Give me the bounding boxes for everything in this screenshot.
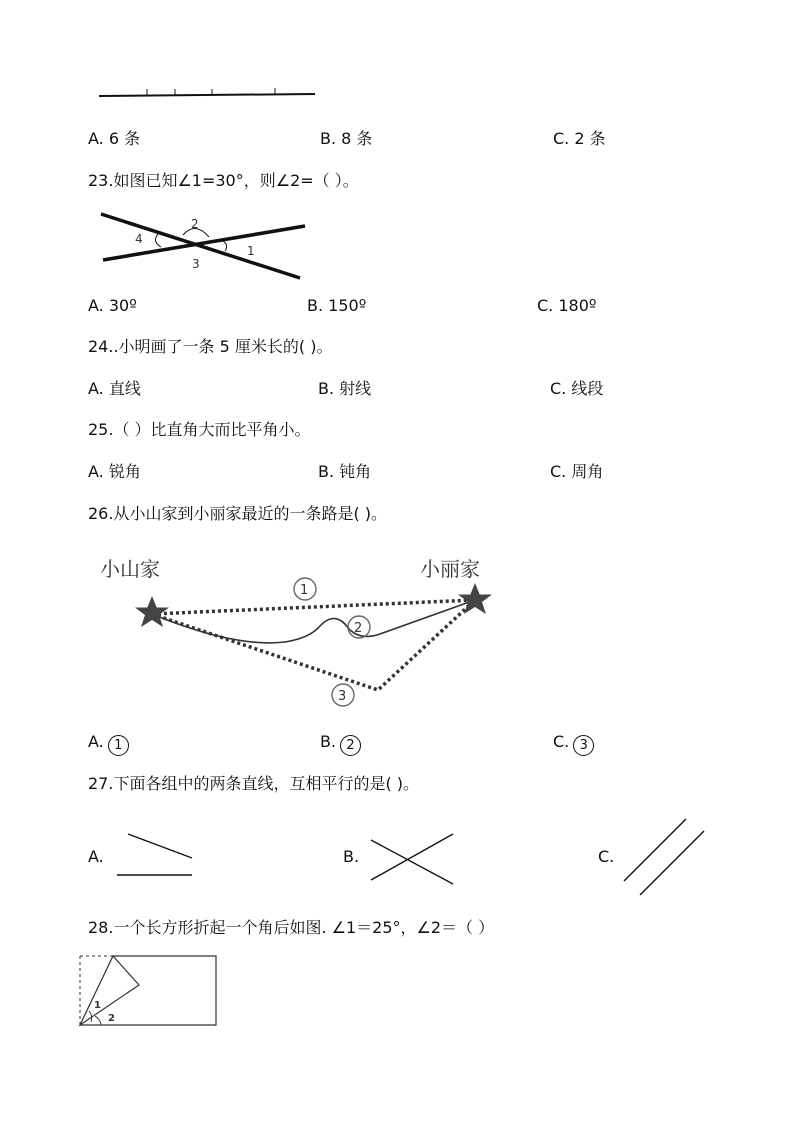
q22-option-c[interactable]: C. 2 条 xyxy=(553,129,606,148)
q25-option-a[interactable]: A. 锐角 xyxy=(88,462,141,481)
q23-question: 23.如图已知∠1=30°，则∠2=（ ）。 xyxy=(88,171,359,190)
q25-question: 25.（ ）比直角大而比平角小。 xyxy=(88,420,311,439)
q24-option-c[interactable]: C. 线段 xyxy=(550,379,604,398)
q26-option-a[interactable]: A. 1 xyxy=(88,732,129,756)
q22-line-figure xyxy=(95,84,320,102)
q26-option-b[interactable]: B. 2 xyxy=(320,732,361,756)
q28-question: 28.一个长方形折起一个角后如图. ∠1＝25°，∠2＝（ ） xyxy=(88,918,495,937)
q23-angle-label-1: 1 xyxy=(247,244,255,258)
q23-option-a[interactable]: A. 30º xyxy=(88,296,137,315)
q27-figure-c-lines xyxy=(618,815,710,897)
q23-angle-label-3: 3 xyxy=(192,257,200,271)
q27-option-c[interactable]: C. xyxy=(598,847,615,866)
circled-number-1: 1 xyxy=(108,735,129,756)
q27-option-b[interactable]: B. xyxy=(343,847,360,866)
q28-folded-rectangle-figure xyxy=(75,950,223,1030)
q23-angle-label-2: 2 xyxy=(191,217,199,231)
q27-option-a[interactable]: A. xyxy=(88,847,104,866)
q26-start-star-icon xyxy=(135,596,169,627)
q26-option-c[interactable]: C. 3 xyxy=(553,732,594,756)
q24-option-b[interactable]: B. 射线 xyxy=(318,379,372,398)
q28-angle-label-1: 1 xyxy=(94,1000,101,1011)
q22-option-b[interactable]: B. 8 条 xyxy=(320,129,373,148)
q26-question: 26.从小山家到小丽家最近的一条路是( )。 xyxy=(88,504,388,523)
q27-question: 27.下面各组中的两条直线，互相平行的是( )。 xyxy=(88,774,420,793)
svg-text:2: 2 xyxy=(354,621,363,636)
q24-question: 24..小明画了一条 5 厘米长的( )。 xyxy=(88,337,333,356)
q27-figure-b-lines xyxy=(365,828,460,888)
q26-route-map-figure xyxy=(95,550,515,720)
svg-text:1: 1 xyxy=(300,583,309,598)
q25-option-c[interactable]: C. 周角 xyxy=(550,462,604,481)
circled-number-2: 2 xyxy=(340,735,361,756)
q23-angle-label-4: 4 xyxy=(135,232,143,246)
q23-intersecting-lines-figure xyxy=(95,205,315,285)
q28-angle-label-2: 2 xyxy=(108,1013,115,1024)
svg-text:3: 3 xyxy=(338,689,347,704)
circled-number-3: 3 xyxy=(573,735,594,756)
q24-option-a[interactable]: A. 直线 xyxy=(88,379,141,398)
q22-option-a[interactable]: A. 6 条 xyxy=(88,129,141,148)
q26-label-start: 小山家 xyxy=(100,557,160,581)
q23-option-b[interactable]: B. 150º xyxy=(307,296,367,315)
q27-figure-a-lines xyxy=(112,828,197,880)
q26-label-end: 小丽家 xyxy=(420,557,480,581)
q23-option-c[interactable]: C. 180º xyxy=(537,296,597,315)
q25-option-b[interactable]: B. 钝角 xyxy=(318,462,372,481)
